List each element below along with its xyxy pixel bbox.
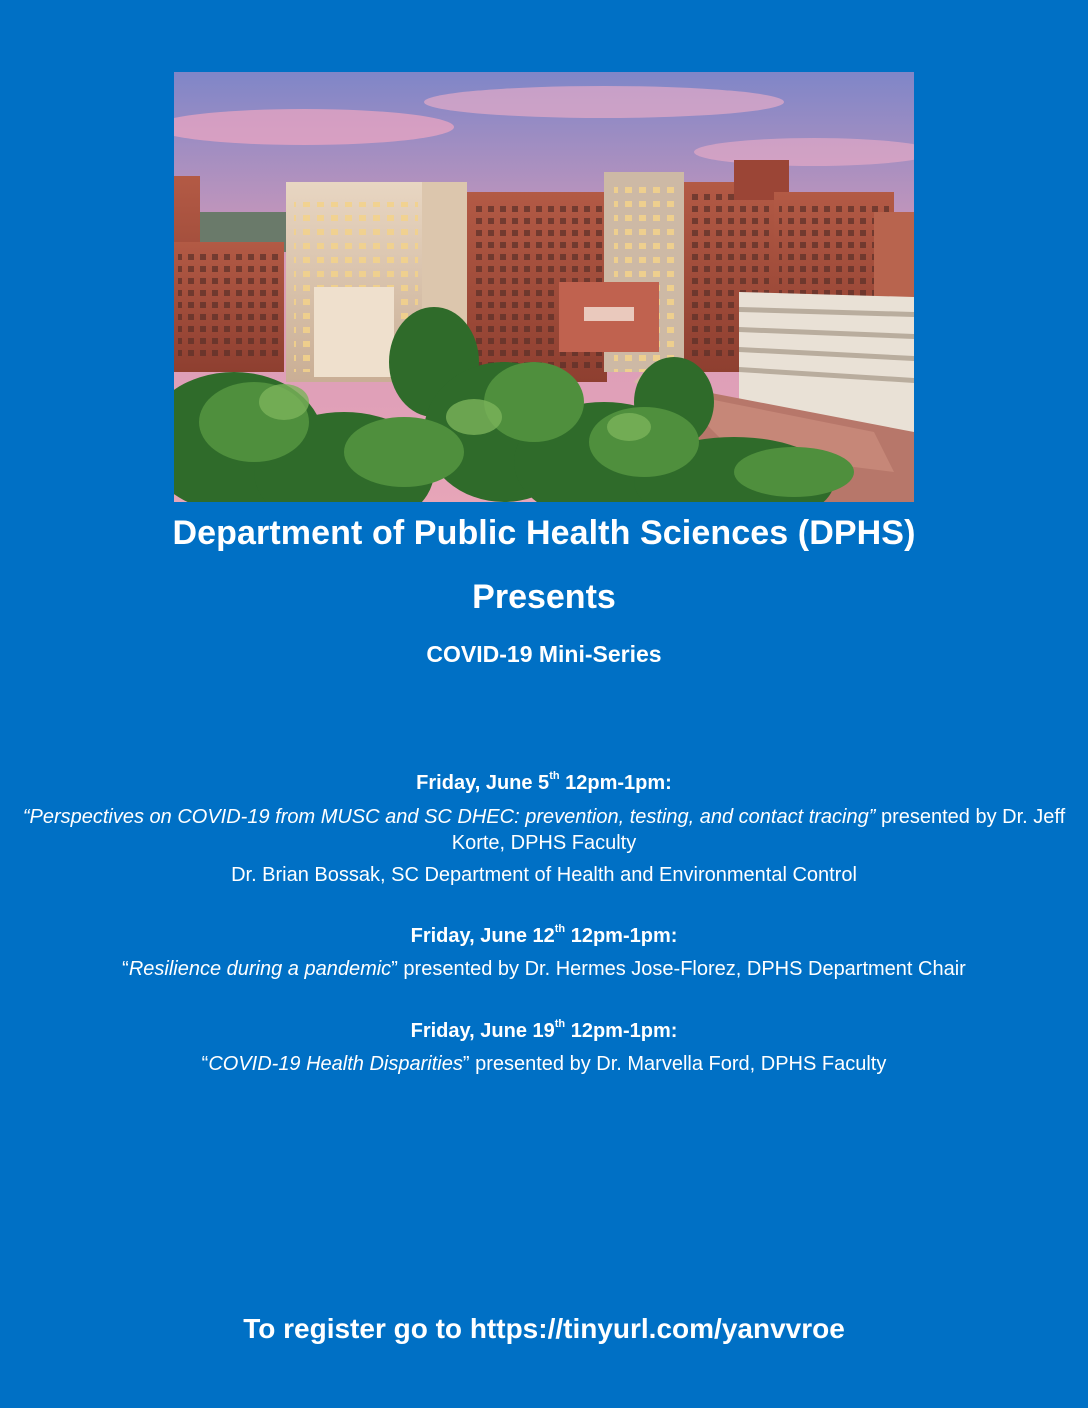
- presents-heading: Presents: [472, 578, 616, 616]
- campus-photo-icon: [174, 72, 914, 502]
- session-2-presenter: presented by Dr. Hermes Jose-Florez, DPHS Department Chair: [397, 958, 966, 980]
- session-1-presenter: presented by Dr. Jeff Korte, DPHS Faculty: [451, 806, 1066, 854]
- session-1-date: Friday, June 5th 12pm-1pm:: [416, 770, 672, 794]
- session-3-presenter: presented by Dr. Marvella Ford, DPHS Faculty: [469, 1053, 887, 1075]
- session-2-talk: “Resilience during a pandemic” presented by Dr. Hermes Jose-Florez, DPHS Department Chair: [122, 958, 966, 980]
- session-3-talk: “COVID-19 Health Disparities” presented by Dr. Marvella Ford, DPHS Faculty: [201, 1053, 887, 1075]
- session-3-talk-title: COVID-19 Health Disparities: [208, 1053, 463, 1075]
- session-2-date: Friday, June 12th 12pm-1pm:: [410, 923, 678, 947]
- session-3-date: Friday, June 19th 12pm-1pm:: [410, 1018, 678, 1042]
- session-2-talk-title: Resilience during a pandemic: [128, 958, 392, 980]
- session-1-speaker-2: Dr. Brian Bossak, SC Department of Health and Environmental Control: [231, 864, 857, 886]
- series-heading: COVID-19 Mini-Series: [426, 641, 662, 667]
- page-title: Department of Public Health Sciences (DPHS): [172, 514, 916, 552]
- session-1-talk: [20, 804, 1068, 856]
- session-1-talk-title: “Perspectives on COVID-19 from MUSC and SC DHEC: prevention, testing, and contact tracing”: [22, 806, 876, 828]
- registration-link[interactable]: To register go to https://tinyurl.com/yanvvroe: [243, 1313, 845, 1344]
